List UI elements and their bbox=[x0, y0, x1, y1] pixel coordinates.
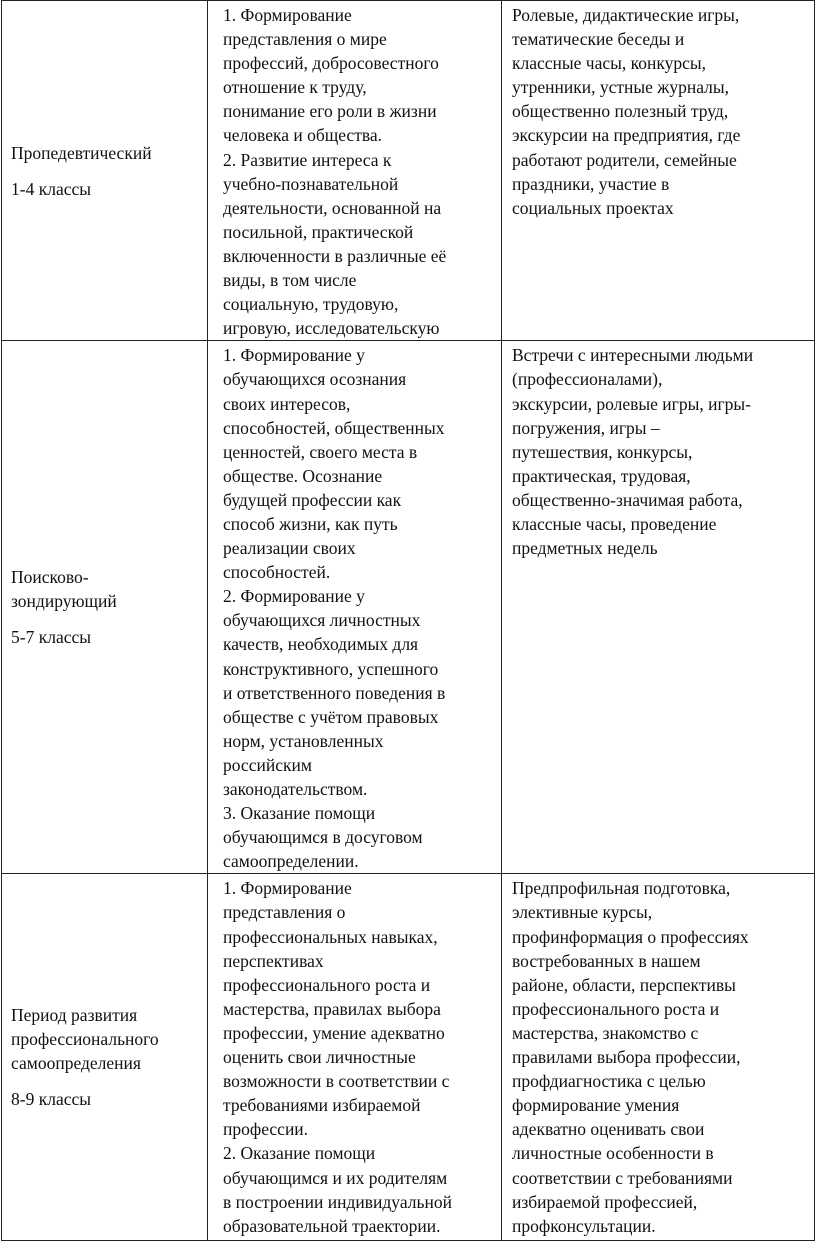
goal-text-line: мастерства, правилах выбора bbox=[223, 998, 441, 1019]
form-text-line: экскурсии на предприятия, где bbox=[512, 125, 741, 146]
goal-text-line: норм, установленных bbox=[223, 730, 384, 751]
goal-text-line: посильной, практической bbox=[223, 221, 414, 242]
stage-name-line: Поисково- bbox=[11, 567, 89, 588]
goal-text-line: требованиями избираемой bbox=[223, 1095, 421, 1116]
table-row bbox=[2, 1, 815, 341]
goal-text-line: 2. Оказание помощи bbox=[223, 1143, 376, 1164]
table-row bbox=[2, 874, 815, 1241]
goal-text-line: ценностей, своего места в bbox=[223, 441, 418, 462]
form-text-line: путешествия, конкурсы, bbox=[512, 441, 693, 462]
form-text-line: работают родители, семейные bbox=[512, 149, 737, 170]
stage-name bbox=[11, 565, 201, 613]
goal-text-line: профессиональных навыках, bbox=[223, 926, 438, 947]
form-text-line: Встречи с интересными людьми bbox=[512, 345, 754, 366]
goal-text-line: 1. Формирование bbox=[223, 5, 352, 25]
stage-grades: 5-7 классы bbox=[11, 627, 91, 648]
goal-text-line: 1. Формирование bbox=[223, 878, 352, 899]
goal-text-line: и ответственного поведения в bbox=[223, 682, 446, 703]
goal-text-line: законодательством. bbox=[223, 779, 368, 799]
stage-name bbox=[11, 141, 201, 165]
goal-text-line: способностей. bbox=[223, 562, 331, 583]
goal-text-line: представления о bbox=[223, 902, 346, 923]
form-text-line: личностные особенности в bbox=[512, 1143, 714, 1164]
form-text-line: Ролевые, дидактические игры, bbox=[512, 5, 740, 25]
table-row bbox=[2, 341, 815, 874]
form-text-line: формирование умения bbox=[512, 1095, 680, 1116]
stage-grades: 8-9 классы bbox=[11, 1089, 91, 1110]
forms-cell bbox=[502, 341, 815, 874]
form-text-line: адекватно оценивать свои bbox=[512, 1119, 705, 1140]
form-text-line: общественно-значимая работа, bbox=[512, 489, 743, 510]
goal-text-line: профессий, добросовестного bbox=[223, 53, 439, 74]
form-text-line: практическая, трудовая, bbox=[512, 465, 691, 486]
form-text-line: праздники, участие в bbox=[512, 173, 670, 194]
form-text-line: общественно полезный труд, bbox=[512, 101, 729, 122]
form-text-line: Предпрофильная подготовка, bbox=[512, 878, 731, 899]
goal-text-line: оценить свои личностные bbox=[223, 1047, 416, 1068]
form-text-line: элективные курсы, bbox=[512, 902, 653, 923]
goal-text-line: российским bbox=[223, 754, 312, 775]
goal-text-line: понимание его роли в жизни bbox=[223, 101, 437, 122]
goal-text-line: профессии. bbox=[223, 1119, 309, 1140]
goal-text-line: в построении индивидуальной bbox=[223, 1191, 452, 1212]
goal-text-line: перспективах bbox=[223, 950, 324, 971]
goal-text-line: учебно-познавательной bbox=[223, 173, 399, 194]
form-text-line: погружения, игры – bbox=[512, 417, 660, 438]
goal-text-line: 2. Формирование у bbox=[223, 586, 365, 607]
stage-name bbox=[11, 1003, 201, 1075]
form-text-line: классные часы, проведение bbox=[512, 513, 717, 534]
form-text-line: избираемой профессией, bbox=[512, 1191, 698, 1212]
goal-text-line: будущей профессии как bbox=[223, 489, 402, 510]
stage-name-line: профессионального bbox=[11, 1029, 159, 1050]
form-text-line: социальных проектах bbox=[512, 197, 674, 218]
form-text-line: районе, области, перспективы bbox=[512, 974, 736, 995]
goals-cell bbox=[208, 874, 502, 1241]
goal-text-line: профессионального роста и bbox=[223, 974, 431, 995]
goal-text-line: качеств, необходимых для bbox=[223, 634, 419, 655]
goal-text-line: реализации своих bbox=[223, 538, 356, 559]
stage-cell bbox=[2, 1, 208, 341]
stage-name-line: зондирующий bbox=[11, 591, 117, 612]
form-text-line: мастерства, знакомство с bbox=[512, 1022, 699, 1043]
stage-grades: 1-4 классы bbox=[11, 178, 91, 199]
goal-text-line: деятельности, основанной на bbox=[223, 197, 442, 218]
goal-text-line: игровую, исследовательскую bbox=[223, 318, 440, 339]
form-text-line: предметных недель bbox=[512, 538, 658, 559]
forms-cell bbox=[502, 874, 815, 1241]
goal-text-line: обществе с учётом правовых bbox=[223, 706, 439, 727]
stage-cell bbox=[2, 341, 208, 874]
goals-cell bbox=[208, 1, 502, 341]
form-text-line: соответствии с требованиями bbox=[512, 1167, 733, 1188]
form-text-line: (профессионалами), bbox=[512, 369, 663, 390]
stage-name-line: Пропедевтический bbox=[11, 142, 152, 163]
form-text-line: профинформация о профессиях bbox=[512, 926, 749, 947]
goal-text-line: способ жизни, как путь bbox=[223, 513, 398, 534]
form-text-line: тематические беседы и bbox=[512, 29, 685, 50]
goal-text-line: конструктивного, успешного bbox=[223, 658, 439, 679]
form-text-line: экскурсии, ролевые игры, игры- bbox=[512, 393, 751, 414]
form-text-line: профессионального роста и bbox=[512, 998, 720, 1019]
stage-name-line: Период развития bbox=[11, 1005, 138, 1026]
goal-text-line: образовательной траектории. bbox=[223, 1215, 441, 1236]
form-text-line: утренники, устные журналы, bbox=[512, 77, 730, 98]
goal-text-line: самоопределении. bbox=[223, 851, 359, 872]
goal-text-line: включенности в различные её bbox=[223, 245, 447, 266]
goal-text-line: отношение к труду, bbox=[223, 77, 367, 98]
goal-text-line: обучающимся и их родителям bbox=[223, 1167, 448, 1188]
goal-text-line: обучающихся осознания bbox=[223, 369, 407, 390]
goal-text-line: виды, в том числе bbox=[223, 270, 357, 291]
goal-text-line: 1. Формирование у bbox=[223, 345, 365, 366]
goal-text-line: профессии, умение адекватно bbox=[223, 1022, 445, 1043]
goal-text-line: обучающимся в досуговом bbox=[223, 827, 423, 848]
form-text-line: востребованных в нашем bbox=[512, 950, 701, 971]
goal-text-line: социальную, трудовую, bbox=[223, 294, 399, 315]
forms-cell bbox=[502, 1, 815, 341]
goal-text-line: возможности в соответствии с bbox=[223, 1071, 450, 1092]
stage-cell bbox=[2, 874, 208, 1241]
form-text-line: правилами выбора профессии, bbox=[512, 1047, 741, 1068]
form-text-line: профконсультации. bbox=[512, 1215, 656, 1236]
stage-name-line: самоопределения bbox=[11, 1053, 141, 1074]
form-text-line: профдиагностика с целью bbox=[512, 1071, 706, 1092]
form-text-line: классные часы, конкурсы, bbox=[512, 53, 707, 74]
goal-text-line: 3. Оказание помощи bbox=[223, 803, 376, 824]
goal-text-line: представления о мире bbox=[223, 29, 387, 50]
goal-text-line: способностей, общественных bbox=[223, 417, 445, 438]
goal-text-line: 2. Развитие интереса к bbox=[223, 149, 392, 170]
goal-text-line: человека и общества. bbox=[223, 125, 383, 146]
goal-text-line: обществе. Осознание bbox=[223, 465, 383, 486]
career-guidance-table bbox=[1, 0, 815, 1241]
goal-text-line: своих интересов, bbox=[223, 393, 351, 414]
goal-text-line: обучающихся личностных bbox=[223, 610, 421, 631]
goals-cell bbox=[208, 341, 502, 874]
